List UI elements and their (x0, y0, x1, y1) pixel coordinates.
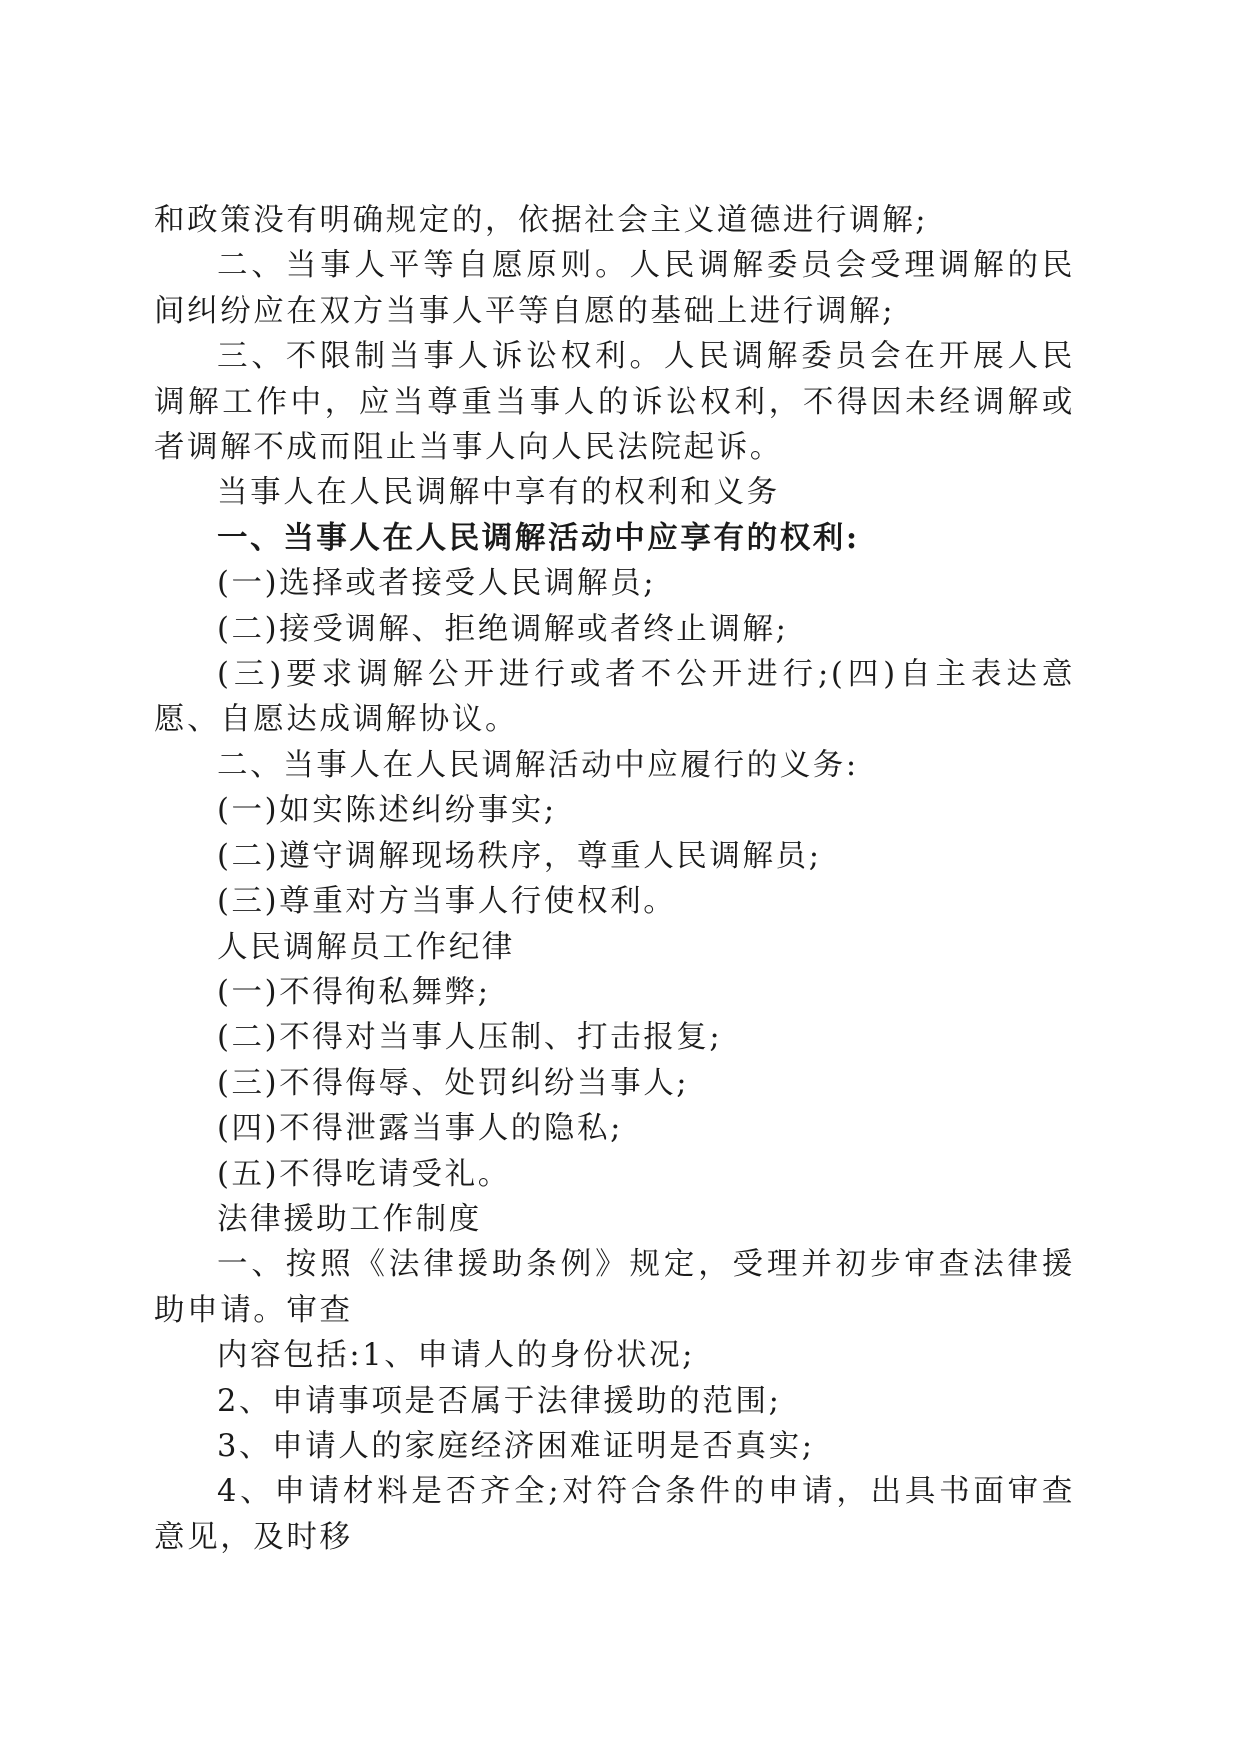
document-body (154, 198, 1075, 1560)
list-item: (一)如实陈述纠纷事实; (217, 793, 557, 829)
list-item: (二)遵守调解现场秩序，尊重人民调解员; (217, 838, 822, 874)
list-item: (一)不得徇私舞弊; (217, 974, 491, 1010)
paragraph-0: 和政策没有明确规定的，依据社会主义道德进行调解; (154, 203, 929, 238)
list-item: (三)要求调解公开进行或者不公开进行;(四)自主表达意愿、自愿达成调解协议。 (154, 657, 1075, 738)
list-item: 2、申请事项是否属于法律援助的范围; (217, 1383, 782, 1419)
list-item: (五)不得吃请受礼。 (217, 1156, 511, 1192)
list-item: (二)不得对当事人压制、打击报复; (217, 1020, 723, 1056)
list-item: (二)接受调解、拒绝调解或者终止调解; (217, 611, 789, 647)
section-heading-discipline: 人民调解员工作纪律 (217, 929, 515, 965)
subheading-rights: 一、当事人在人民调解活动中应享有的权利: (217, 519, 860, 556)
paragraph-legal-aid-1: 一、按照《法律援助条例》规定，受理并初步审查法律援助申请。审查 (154, 1247, 1075, 1328)
list-item: (一)选择或者接受人民调解员; (217, 566, 657, 602)
subheading-duties: 二、当事人在人民调解活动中应履行的义务: (217, 747, 859, 783)
list-item: (三)不得侮辱、处罚纠纷当事人; (217, 1065, 690, 1101)
list-item: 内容包括:1、申请人的身份状况; (217, 1338, 696, 1374)
list-item: 3、申请人的家庭经济困难证明是否真实; (217, 1428, 815, 1464)
list-item: (四)不得泄露当事人的隐私; (217, 1111, 623, 1147)
paragraph-2: 三、不限制当事人诉讼权利。人民调解委员会在开展人民调解工作中，应当尊重当事人的诉讼权利，不得因未经调解或者调解不成而阻止当事人向人民法院起诉。 (154, 339, 1075, 466)
list-item: (三)尊重对方当事人行使权利。 (217, 884, 677, 920)
paragraph-1: 二、当事人平等自愿原则。人民调解委员会受理调解的民间纠纷应在双方当事人平等自愿的基础上进行调解; (154, 248, 1075, 329)
list-item: 4、申请材料是否齐全;对符合条件的申请，出具书面审查意见，及时移 (154, 1474, 1075, 1555)
section-heading-rights-and-duties: 当事人在人民调解中享有的权利和义务 (217, 475, 780, 511)
section-heading-legal-aid: 法律援助工作制度 (217, 1201, 482, 1237)
